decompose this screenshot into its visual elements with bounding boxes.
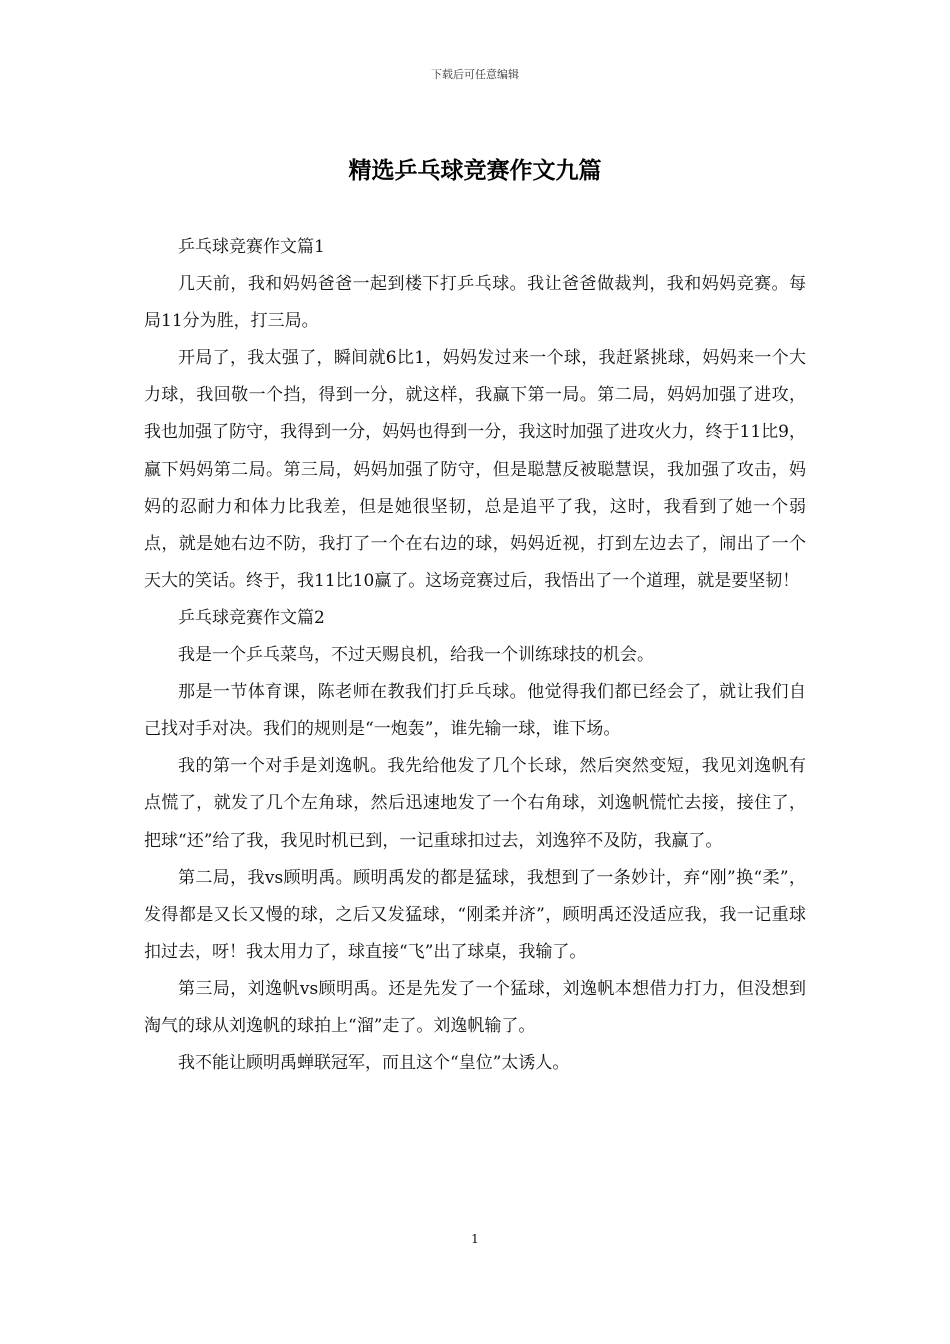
paragraph: 我的第一个对手是刘逸帆。我先给他发了几个长球，然后突然变短，我见刘逸帆有点慌了，就发了几个左角球，然后迅速地发了一个右角球，刘逸帆慌忙去接，接住了，把球“还”给了我，我见时机已到，一记重球扣过去，刘逸猝不及防，我赢了。 [144,756,806,851]
section-heading: 乒乓球竞赛作文篇1 [178,237,325,257]
paragraph: 几天前，我和妈妈爸爸一起到楼下打乒乓球。我让爸爸做裁判，我和妈妈竞赛。每局11分为胜，打三局。 [144,274,806,332]
section-heading: 乒乓球竞赛作文篇2 [178,607,325,628]
paragraph: 开局了，我太强了，瞬间就6比1，妈妈发过来一个球，我赶紧挑球，妈妈来一个大力球，我回敬一个挡，得到一分，就这样，我赢下第一局。第二局，妈妈加强了进攻，我也加强了防守，我得到一分，妈妈也得到一分，我这时加强了进攻火力，终于11比9，赢下妈妈第二局。第三局，妈妈加强了防守，但是聪慧反被聪慧误，我加强了攻击，妈妈的忍耐力和体力比我差，但是她很坚韧，总是追平了我，这时，我看到了她一个弱点，就是她右边不防，我打了一个在右边的球，妈妈近视，打到左边去了，闹出了一个天大的笑话。终于，我11比10赢了。这场竞赛过后，我悟出了一个道理，就是要坚韧！ [144,348,806,591]
section-2 [144,600,806,1082]
document-title: 精选乒乓球竞赛作文九篇 [348,157,602,184]
paragraph: 那是一节体育课，陈老师在教我们打乒乓球。他觉得我们都已经会了，就让我们自己找对手对决。我们的规则是“一炮轰”，谁先输一球，谁下场。 [144,682,806,740]
document-body [144,229,806,1082]
paragraph: 我不能让顾明禹蝉联冠军，而且这个“皇位”太诱人。 [178,1053,570,1074]
page-header: 下载后可任意编辑 [431,68,519,81]
paragraph: 我是一个乒乓菜鸟，不过天赐良机，给我一个训练球技的机会。 [178,645,654,666]
page-number: 1 [471,1232,479,1246]
section-1 [144,229,806,600]
paragraph: 第三局，刘逸帆vs顾明禹。还是先发了一个猛球，刘逸帆本想借力打力，但没想到淘气的球从刘逸帆的球拍上“溜”走了。刘逸帆输了。 [144,978,806,1036]
paragraph: 第二局，我vs顾明禹。顾明禹发的都是猛球，我想到了一条妙计，弃“刚”换“柔”，发得都是又长又慢的球，之后又发猛球，“刚柔并济”，顾明禹还没适应我，我一记重球扣过去，呀！我太用力了，球直接“飞”出了球桌，我输了。 [144,867,806,962]
